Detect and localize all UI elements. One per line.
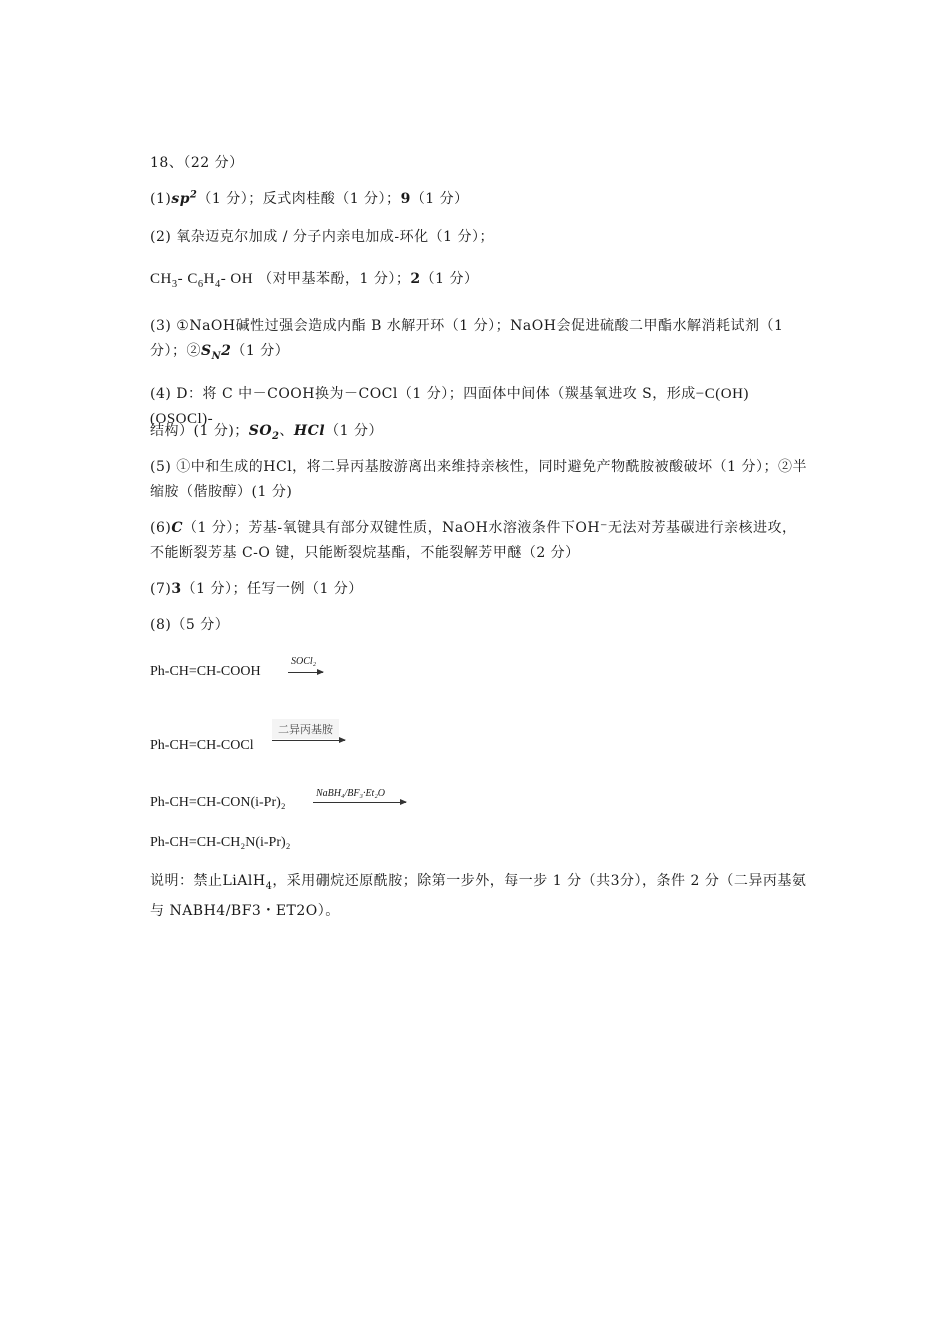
condition-borane: NaBH₄/BF₃·Et₂O bbox=[316, 788, 386, 799]
so2-formula: $SO_2$ bbox=[248, 423, 280, 442]
reaction-arrow-1 bbox=[288, 672, 323, 673]
answer-7: (7)3（1 分）；任写一例（1 分） bbox=[150, 581, 363, 597]
reaction-step-2: Ph-CH=CH-COCl bbox=[150, 738, 254, 753]
answer-4-cont: 结构）(1 分)；$SO_2$、HCl（1 分） bbox=[150, 423, 383, 442]
answer-1-text: （1 分）；反式肉桂酸（1 分）； bbox=[197, 191, 401, 207]
answer-3: (3) ①NaOH碱性过强会造成内酯 B 水解开环（1 分）；NaOH会促进硫酸二甲酯水解消耗试剂（1 分）；$②S_N2(1$ 分） bbox=[150, 318, 784, 362]
answer-6-choice: C bbox=[171, 520, 183, 536]
condition-diisopropylamine: 二异丙基胺 bbox=[272, 719, 339, 739]
scoring-note: 说明：禁止LiAlH$_4$，采用硼烷还原酰胺；除第一步外，每一步 1 分（共3分），条件 2 分（二异丙基氨与 NABH4/BF3・ET2O）。 bbox=[150, 873, 807, 919]
condition-socl2: SOCl₂ bbox=[291, 656, 317, 667]
reaction-arrow-2 bbox=[272, 740, 345, 741]
answer-6: (6)C（1 分）；芳基-氧键具有部分双键性质，NaOH水溶液条件下OH⁻无法对芳基碳进行亲核进攻，不能断裂芳基 C-O 键，只能断裂烷基酯，不能裂解芳甲醚（2 分） bbox=[150, 520, 797, 561]
reaction-product: Ph-CH=CH-CH₂N(i-Pr)₂ bbox=[150, 835, 291, 850]
question-header: 18、（22 分） bbox=[150, 155, 244, 171]
intermediate-formula: −C(OH)(OSOCl)- bbox=[150, 386, 749, 427]
answer-5: (5) ①中和生成的HCl，将二异丙基胺游离出来维持亲核性，同时避免产物酰胺被酸破坏（1 分）；②半缩胺（偕胺醇）(1 分) bbox=[150, 459, 808, 500]
answer-1: $(1)sp^2(1$ 分）；反式肉桂酸（1 分）；9（1 分） bbox=[150, 189, 469, 207]
answer-2: (2) 氧杂迈克尔加成 / 分子内亲电加成-环化（1 分）； bbox=[150, 229, 494, 245]
answer-8: (8)（5 分） bbox=[150, 617, 230, 633]
answer-1-label: (1) bbox=[150, 191, 172, 207]
sn2-mechanism: $S_N2$ bbox=[201, 343, 232, 362]
p-cresol-formula: $CH_3-$ $C_6H_4-$ OH bbox=[150, 271, 254, 290]
answer-2-formula-line: $CH_3-$ $C_6H_4-$ OH （对甲基苯酚，1 分）；2（1 分） bbox=[150, 271, 479, 290]
reaction-arrow-3 bbox=[313, 802, 406, 803]
hcl-formula: HCl bbox=[293, 423, 326, 439]
answer-1-count: 9 bbox=[400, 191, 411, 207]
hybridization: $sp^2$ bbox=[171, 189, 198, 207]
reaction-step-3: Ph-CH=CH-CON(i-Pr)₂ bbox=[150, 795, 286, 810]
answer-4: (4) D：将 C 中－COOH换为－COCl（1 分）；四面体中间体（羰基氧进攻 S，形成−C(OH)(OSOCl)- bbox=[150, 386, 749, 427]
reaction-step-1: Ph-CH=CH-COOH bbox=[150, 664, 261, 679]
